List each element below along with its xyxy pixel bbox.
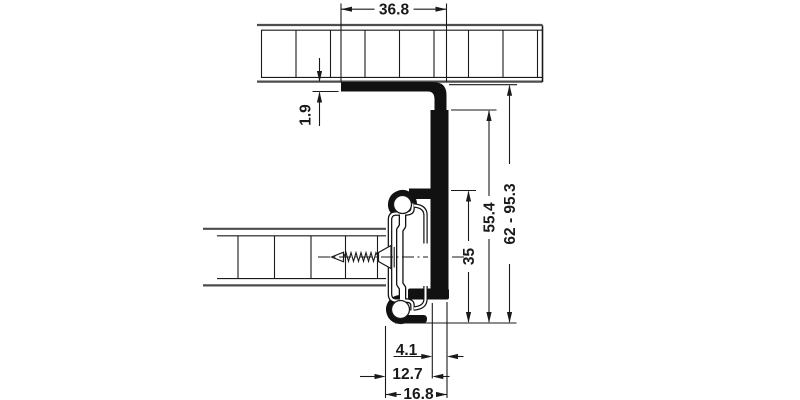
dimension-label-bottom-offset-mid: 12.7 (392, 366, 423, 383)
dimension-label-runner-height: 35 (461, 247, 478, 266)
ball-bearing-bottom (392, 301, 410, 319)
rail-bottom-lip-root (408, 289, 449, 300)
drawer-side-panel (203, 229, 386, 286)
dimension-bottom-offset-large (386, 386, 448, 400)
dimension-bottom-offset-small (394, 342, 464, 359)
dimension-label-total-height: 62 - 95.3 (502, 183, 519, 245)
mounting-bracket (341, 82, 447, 110)
panel-hatch-lines (262, 30, 538, 77)
dimension-flange-thickness (298, 58, 339, 126)
dimension-label-bottom-offset-large: 16.8 (403, 386, 434, 400)
dimension-mid-height (451, 110, 499, 323)
drawer-panel-hatch-lines (238, 236, 378, 279)
rail-vertical-bar (431, 110, 449, 300)
cabinet-rail-profile (389, 110, 449, 323)
dimension-label-top-width: 36.8 (378, 1, 410, 19)
dimension-label-bottom-offset-small: 4.1 (395, 342, 418, 359)
dimension-label-flange-thickness: 1.9 (297, 104, 315, 126)
dimension-top-width (341, 2, 447, 82)
ball-bearing-top (394, 196, 412, 214)
dimension-label-mid-height: 55.4 (481, 202, 499, 233)
cabinet-top-panel (257, 25, 543, 82)
dimension-bottom-offset-mid (360, 366, 450, 383)
